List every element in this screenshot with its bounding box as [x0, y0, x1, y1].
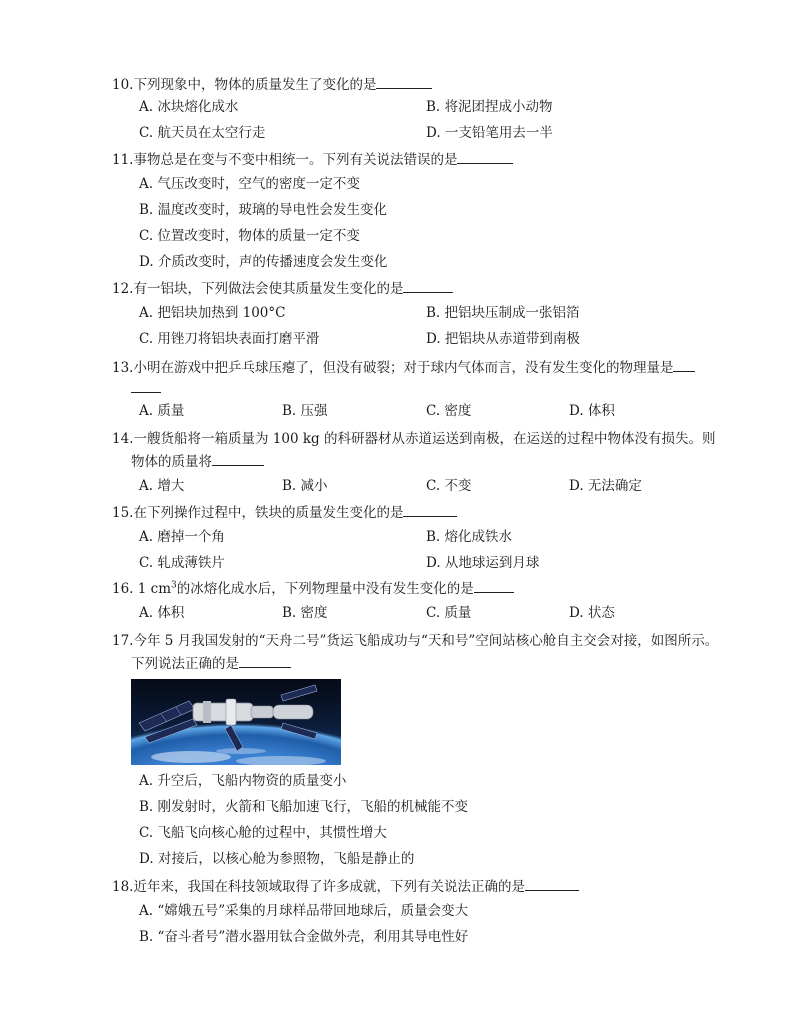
- question-13-option-c: C. 密度: [426, 403, 472, 419]
- question-15-stem: 15.在下列操作过程中，铁块的质量发生变化的是: [112, 504, 457, 522]
- question-11-option-c: C. 位置改变时，物体的质量一定不变: [139, 228, 360, 244]
- question-16-option-c: C. 质量: [426, 605, 472, 621]
- question-11-stem: 11.事物总是在变与不变中相统一。下列有关说法错误的是: [112, 151, 513, 169]
- question-17-stem-cont: 下列说法正确的是: [131, 655, 291, 673]
- question-12-option-b: B. 把铝块压制成一张铝箔: [426, 305, 580, 321]
- question-16-option-a: A. 体积: [139, 605, 185, 621]
- question-11-option-a: A. 气压改变时，空气的密度一定不变: [139, 176, 360, 192]
- question-15-option-a: A. 磨掉一个角: [139, 529, 225, 545]
- question-13-option-b: B. 压强: [282, 403, 328, 419]
- question-10-option-d: D. 一支铅笔用去一半: [426, 125, 553, 141]
- question-14-stem: 14.一艘货船将一箱质量为 100 kg 的科研器材从赤道运送到南极，在运送的过程中物体没有损失。则: [112, 431, 716, 447]
- question-17-stem: 17.今年 5 月我国发射的“天舟二号”货运飞船成功与“天和号”空间站核心舱自主交会对接，如图所示。: [112, 633, 719, 649]
- question-10-option-b: B. 将泥团捏成小动物: [426, 99, 553, 115]
- question-13-option-a: A. 质量: [139, 403, 185, 419]
- question-17-option-c: C. 飞船飞向核心舱的过程中，其惯性增大: [139, 825, 387, 841]
- question-15-option-b: B. 熔化成铁水: [426, 529, 513, 545]
- question-13-option-d: D. 体积: [569, 403, 615, 419]
- question-16-option-d: D. 状态: [569, 605, 615, 621]
- question-12-stem: 12.有一铝块，下列做法会使其质量发生变化的是: [112, 280, 453, 298]
- question-18-option-a: A. “嫦娥五号”采集的月球样品带回地球后，质量会变大: [139, 903, 469, 919]
- question-12-option-a: A. 把铝块加热到 100°C: [139, 305, 286, 321]
- question-16-stem: 16. 1 $cm^3$的冰熔化成水后，下列物理量中没有发生变化的是: [112, 580, 514, 598]
- question-14-stem-cont: 物体的质量将: [131, 453, 264, 471]
- question-14-option-a: A. 增大: [139, 478, 185, 494]
- question-10-stem: 10.下列现象中，物体的质量发生了变化的是: [112, 76, 432, 94]
- question-15-option-c: C. 轧成薄铁片: [139, 555, 225, 571]
- question-18-option-b: B. “奋斗者号”潜水器用钛合金做外壳，利用其导电性好: [139, 929, 469, 945]
- question-12-option-d: D. 把铝块从赤道带到南极: [426, 331, 580, 347]
- question-13-blank-cont: [131, 380, 161, 398]
- question-14-option-b: B. 减小: [282, 478, 328, 494]
- question-10-option-a: A. 冰块熔化成水: [139, 99, 239, 115]
- space-station-photo: [131, 679, 341, 765]
- question-11-option-d: D. 介质改变时，声的传播速度会发生变化: [139, 254, 388, 270]
- question-12-option-c: C. 用锉刀将铝块表面打磨平滑: [139, 331, 320, 347]
- question-17-option-b: B. 刚发射时，火箭和飞船加速飞行，飞船的机械能不变: [139, 799, 469, 815]
- question-15-option-d: D. 从地球运到月球: [426, 555, 540, 571]
- question-14-option-d: D. 无法确定: [569, 478, 642, 494]
- question-16-option-b: B. 密度: [282, 605, 328, 621]
- question-17-option-d: D. 对接后，以核心舱为参照物，飞船是静止的: [139, 851, 415, 867]
- question-14-option-c: C. 不变: [426, 478, 472, 494]
- question-10-option-c: C. 航天员在太空行走: [139, 125, 266, 141]
- question-13-stem: 13.小明在游戏中把乒乓球压瘪了，但没有破裂；对于球内气体而言，没有发生变化的物理量是: [112, 359, 695, 377]
- question-17-option-a: A. 升空后，飞船内物资的质量变小: [139, 773, 347, 789]
- question-11-option-b: B. 温度改变时，玻璃的导电性会发生变化: [139, 202, 388, 218]
- question-18-stem: 18.近年来，我国在科技领域取得了许多成就，下列有关说法正确的是: [112, 878, 579, 896]
